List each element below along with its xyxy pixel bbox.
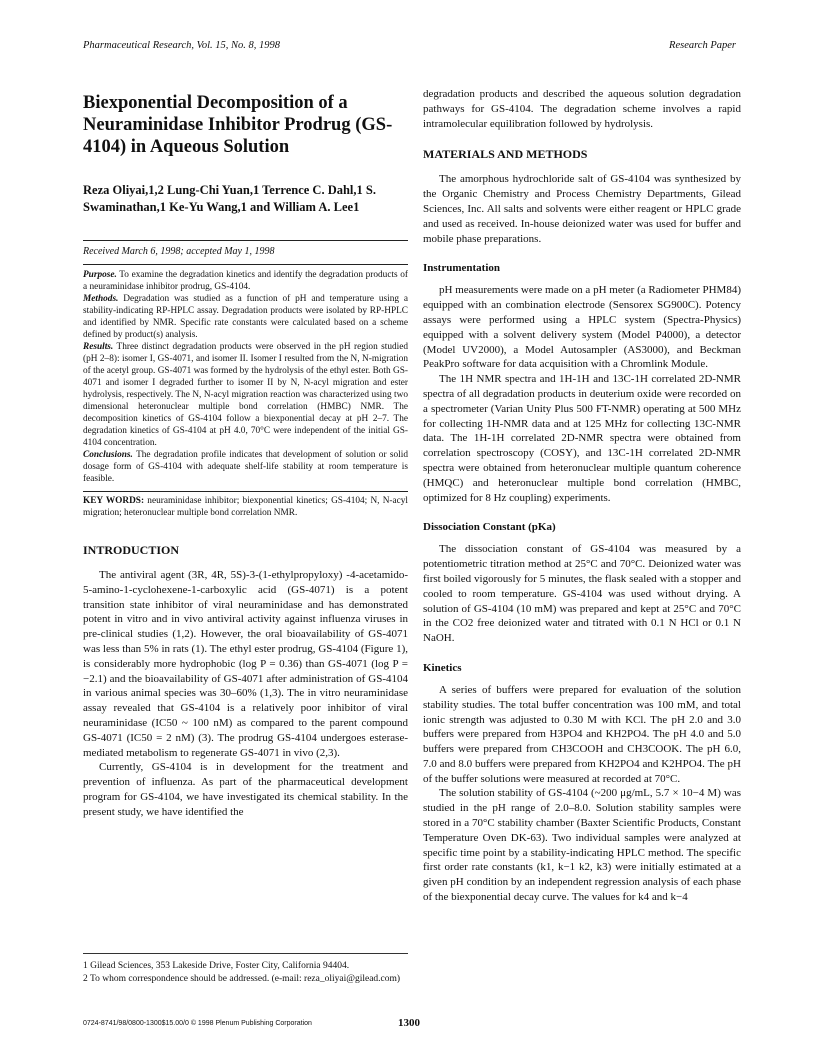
copyright-code: 0724-8741/98/0800-1300$15.00/0 © 1998 Plenum Publishing Corporation [83, 1020, 312, 1027]
abstract-purpose [83, 269, 408, 293]
article-title: Biexponential Decomposition of a Neuraminidase Inhibitor Prodrug (GS-4104) in Aqueous Solution [83, 93, 393, 157]
materials-methods-heading: MATERIALS AND METHODS [423, 147, 588, 162]
intro-continued [423, 87, 741, 131]
intro-continued-text: degradation products and described the aqueous solution degradation pathways for GS-4104. The degradation scheme involves a rapid intramolecular equilibration followed by hydrolysis. [423, 88, 741, 130]
materials-methods-text: The amorphous hydrochloride salt of GS-4104 was synthesized by the Organic Chemistry and Process Chemistry Departments, Gilead Sciences, Inc. All salts and solvents were either reagent or HPLC grade and used as received. In-house deionized water was used for buffer and mobile phase preparations. [423, 173, 741, 245]
kinetics-paragraph-2: The solution stability of GS-4104 (~200 μg/mL, 5.7 × 10−4 M) was studied in the pH range of 2.0–8.0. Solution stability samples were stored in a 70°C stability chamber (Baxter Scientific Products, Constant Temperature Oven DK-63). Two individual samples were analyzed at specific time point by a stability-indicating HPLC method. The specific first order rate constants (k1, k−1 k2, k3) were initially estimated at a given pH condition by an independent regression analysis of each phase of the biexponential decay curve. The values for k4 and k−4 [423, 787, 741, 904]
left-column [83, 92, 408, 820]
purpose-text: To examine the degradation kinetics and identify the degradation products of a neuraminidase inhibitor prodrug, GS-4104. [83, 270, 408, 292]
introduction-heading: INTRODUCTION [83, 543, 180, 557]
instrumentation-heading: Instrumentation [423, 262, 501, 275]
intro-paragraph-2: Currently, GS-4104 is in development for the treatment and prevention of influenza. As part of the pharmaceutical development program for GS-4104, we have investigated its chemical stability. In the present study, we have identified the [83, 761, 408, 818]
results-label: Results. [83, 342, 114, 352]
author-list: Reza Oliyai,1,2 Lung-Chi Yuan,1 Terrence C. Dahl,1 S. Swaminathan,1 Ke-Yu Wang,1 and William A. Lee1 [83, 183, 376, 214]
kinetics-paragraph-1: A series of buffers were prepared for evaluation of the solution stability studies. The total buffer concentration was 100 mM, and total ionic strength was adjusted to 0.30 M with KCl. The pH 2.0 and 3.0 buffers were prepared from H3PO4 and KH2PO4. The pH 4.0 and 5.0 buffers were prepared from CH3COOH and CH3COOK. The pH 6.0, 7.0 and 8.0 buffers were prepared from KH2PO4 and K2HPO4. The pH of the buffer solutions were measured at recorded at 70°C. [423, 683, 741, 785]
introduction-body [83, 568, 408, 820]
methods-text: Degradation was studied as a function of pH and temperature using a stability-indicating RP-HPLC assay. Degradation products were isolated by RP-HPLC and identified by NMR. Specific rate constants were calculated based on a scheme defined by product(s) analysis. [83, 294, 408, 340]
keywords [83, 491, 408, 519]
instrumentation-paragraph-2: The 1H NMR spectra and 1H-1H and 13C-1H correlated 2D-NMR spectra of all degradation products in deuterium oxide were recorded on a spectrometer (Varian Unity Plus 500 FT-NMR) operating at 500 MHz for collecting 1H-NMR data and at 125 MHz for collecting 13C-NMR data. The 1H-1H correlated 2D-NMR spectra were obtained from correlation spectroscopy (COSY), and 13C-1H correlated 2D-NMR spectra were obtained from heteronuclear multiple quantum coherence (HMQC) and heteronuclear multiple bond correlation (HMBC, optimized for 8 Hz coupling) experiments. [423, 373, 741, 504]
kinetics-body [423, 683, 741, 905]
footnotes [83, 953, 408, 985]
dissociation-text: The dissociation constant of GS-4104 was measured by a potentiometric titration method at 25°C and 70°C. Deionized water was first boiled vigorously for 5 minutes, the flask sealed with a stopper and cooled to room temperature. GS-4104 was used without drying. A solution of GS-4104 (10 mM) was prepared and kept at 25°C and 70°C in the CO2 free deionized water and titrated with 0.1 N HCl or 0.1 N NaOH. [423, 543, 741, 645]
results-text: Three distinct degradation products were observed in the pH region studied (pH 2–8): isomer I, GS-4071, and isomer II. Isomer I resulted from the N, N-migration of the acetyl group. GS-4071 was formed by the hydrolysis of the ethyl ester. Both GS-4071 and isomer I degraded further to isomer II by N, N-acyl migration and ester hydrolysis, respectively. The N, N-acyl migration reaction was characterized using two dimensional heteronuclear multiple bond correlation (HMBC) NMR. The decomposition kinetics of GS-4104 follow a biexponential decay at pH 2–7. The degradation kinetics of GS-4104 at pH 4.0, 70°C were independent of the initial GS-4104 concentration. [83, 342, 409, 448]
abstract-results [83, 341, 408, 449]
abstract [83, 264, 408, 485]
abstract-conclusions [83, 449, 408, 485]
conclusions-label: Conclusions. [83, 450, 133, 460]
intro-paragraph-1: The antiviral agent (3R, 4R, 5S)-3-(1-ethylpropyloxy) -4-acetamido-5-amino-1-cyclohexene-1-carboxylic acid (GS-4071) is a potent transition state inhibitor of viral neuraminidase and has demonstrated potent in vitro and in vivo antiviral activity against influenza viruses in pre-clinical studies (1,2). However, the oral bioavailability of GS-4071 was less than 5% in rats (1). The ethyl ester prodrug, GS-4104 (Figure 1), is considerably more hydrophobic (log P = 0.36) than GS-4071 (log P = −2.1) and the bioavailability of GS-4071 after administration of GS-4104 in various animal species was 30–60% (1,3). The in vitro neuraminidase assay revealed that GS-4104 is a relatively poor inhibitor of viral neuraminidase (IC50 ~ 100 nM) as compared to the parent compound GS-4071 (IC50 = 2 nM) (3). The prodrug GS-4104 undergoes esterase-mediated metabolism to regenerate GS-4071 in vivo (2,3). [83, 569, 408, 759]
instrumentation-body [423, 283, 741, 505]
abstract-methods [83, 293, 408, 341]
keywords-label: KEY WORDS: [83, 496, 145, 506]
conclusions-text: The degradation profile indicates that development of solution or solid dosage form of GS-4104 with adequate shelf-life stability at room temperature is feasible. [83, 450, 408, 484]
page-number: 1300 [398, 1017, 420, 1029]
materials-methods-body [423, 172, 741, 246]
right-column [423, 87, 741, 905]
purpose-label: Purpose. [83, 270, 117, 280]
kinetics-heading: Kinetics [423, 661, 462, 674]
journal-header: Pharmaceutical Research, Vol. 15, No. 8, 1998 [83, 40, 281, 51]
footnote-1: 1 Gilead Sciences, 353 Lakeside Drive, Foster City, California 94404. [83, 961, 350, 971]
received-date: Received March 6, 1998; accepted May 1, 1998 [83, 240, 408, 257]
keywords-text: neuraminidase inhibitor; biexponential kinetics; GS-4104; N, N-acyl migration; heteronuclear multiple bond correlation NMR. [83, 496, 408, 518]
instrumentation-paragraph-1: pH measurements were made on a pH meter (a Radiometer PHM84) equipped with an combination electrode (Sensorex SG900C). Potency assays were performed using a HPLC system (Spectra-Physics) equipped with a solvent delivery system (Model P4000), a detector (Model UV2000), a Model Autosampler (AS3000), and Beckman PeakPro software for data acquisition with a Chromlink Module. [423, 284, 741, 371]
dissociation-heading: Dissociation Constant (pKa) [423, 521, 556, 534]
methods-label: Methods. [83, 294, 119, 304]
dissociation-body [423, 542, 741, 646]
footnote-2: 2 To whom correspondence should be addressed. (e-mail: reza_oliyai@gilead.com) [83, 973, 401, 984]
article-type: Research Paper [669, 40, 736, 51]
